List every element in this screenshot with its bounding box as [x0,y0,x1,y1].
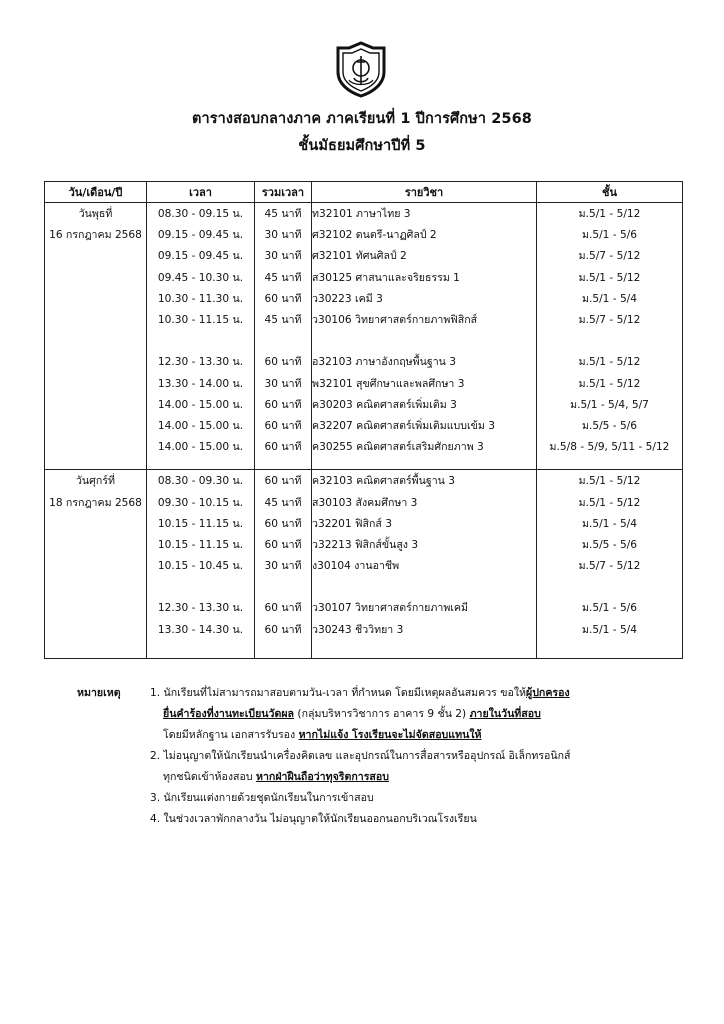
exam-subject: ท32101 ภาษาไทย 3 [312,203,537,225]
exam-grade: ม.5/1 - 5/12 [537,351,683,372]
exam-grade: ม.5/5 - 5/6 [537,534,683,555]
table-row [45,309,683,330]
note-emphasis: หากไม่แจ้ง โรงเรียนจะไม่จัดสอบแทนให้ [298,729,482,741]
exam-grade: ม.5/1 - 5/4 [537,619,683,640]
exam-time: 09.15 - 09.45 น. [147,224,255,245]
exam-duration: 60 นาที [255,513,312,534]
exam-time: 08.30 - 09.30 น. [147,470,255,492]
exam-day: วันพุธที่ [45,203,147,225]
table-row [45,224,683,245]
exam-time: 12.30 - 13.30 น. [147,351,255,372]
exam-subject: พ32101 สุขศึกษาและพลศึกษา 3 [312,373,537,394]
table-row [45,203,683,225]
exam-grade: ม.5/5 - 5/6 [537,415,683,436]
exam-time: 14.00 - 15.00 น. [147,436,255,457]
note-emphasis: หากฝ่าฝืนถือว่าทุจริตการสอบ [255,771,389,783]
group-end-spacer [45,640,683,659]
exam-grade: ม.5/1 - 5/4 [537,513,683,534]
table-row [45,351,683,372]
table-row [45,436,683,457]
group-end-spacer [45,457,683,470]
exam-grade: ม.5/1 - 5/12 [537,267,683,288]
note-4: 4. ในช่วงเวลาพักกลางวัน ไม่อนุญาตให้นักเรียนออกนอกบริเวณโรงเรียน [150,813,477,825]
table-row [45,534,683,555]
table-row [45,513,683,534]
exam-duration: 60 นาที [255,351,312,372]
exam-time: 14.00 - 15.00 น. [147,415,255,436]
exam-subject: ว32213 ฟิสิกส์ขั้นสูง 3 [312,534,537,555]
exam-grade: ม.5/1 - 5/6 [537,597,683,618]
page-title: ตารางสอบกลางภาค ภาคเรียนที่ 1 ปีการศึกษา 2568 [192,111,532,127]
exam-subject: ว30243 ชีววิทยา 3 [312,619,537,640]
exam-time: 10.30 - 11.15 น. [147,309,255,330]
exam-duration: 60 นาที [255,470,312,492]
table-row [45,288,683,309]
exam-grade: ม.5/7 - 5/12 [537,555,683,576]
exam-day: วันศุกร์ที่ [45,470,147,492]
exam-subject: ว30106 วิทยาศาสตร์กายภาพฟิสิกส์ [312,309,537,330]
exam-grade: ม.5/7 - 5/12 [537,309,683,330]
table-row [45,555,683,576]
exam-subject: ศ32102 ดนตรี-นาฏศิลป์ 2 [312,224,537,245]
exam-time: 13.30 - 14.00 น. [147,373,255,394]
exam-date: 16 กรกฎาคม 2568 [45,224,147,245]
exam-subject: ส30103 สังคมศึกษา 3 [312,491,537,512]
exam-time: 14.00 - 15.00 น. [147,394,255,415]
page-subtitle: ชั้นมัธยมศึกษาปีที่ 5 [298,138,426,154]
exam-duration: 60 นาที [255,534,312,555]
note-text: (กลุ่มบริหารวิชาการ อาคาร 9 ชั้น 2) [294,708,470,720]
note-2-line-1: 2. ไม่อนุญาตให้นักเรียนนำเครื่องคิดเลข และอุปกรณ์ในการสื่อสารหรืออุปกรณ์ อิเล็กทรอนิกส์ [150,750,571,762]
exam-duration: 45 นาที [255,203,312,225]
table-row [45,394,683,415]
table-row [45,491,683,512]
note-emphasis: ภายในวันที่สอบ [469,708,541,720]
exam-grade: ม.5/1 - 5/6 [537,224,683,245]
exam-duration: 30 นาที [255,245,312,266]
exam-time: 10.15 - 10.45 น. [147,555,255,576]
exam-grade: ม.5/1 - 5/12 [537,203,683,225]
exam-time: 13.30 - 14.30 น. [147,619,255,640]
exam-subject: ส30125 ศาสนาและจริยธรรม 1 [312,267,537,288]
table-header-row [45,182,683,203]
exam-subject: ศ32101 ทัศนศิลป์ 2 [312,245,537,266]
note-1-line-3 [163,726,482,743]
column-header-time: เวลา [147,182,255,203]
table-row [45,373,683,394]
exam-duration: 30 นาที [255,224,312,245]
exam-time: 09.45 - 10.30 น. [147,267,255,288]
exam-duration: 60 นาที [255,619,312,640]
note-text: 1. นักเรียนที่ไม่สามารถมาสอบตามวัน-เวลา ที่กำหนด โดยมีเหตุผลอันสมควร ขอให้ [150,687,526,699]
school-seal-emblem [332,40,390,98]
exam-subject: ง30104 งานอาชีพ [312,555,537,576]
column-header-date: วัน/เดือน/ปี [45,182,147,203]
exam-grade: ม.5/1 - 5/4 [537,288,683,309]
exam-time: 08.30 - 09.15 น. [147,203,255,225]
note-2-line-2 [163,768,389,785]
exam-schedule-table [44,181,683,659]
exam-subject: ค32207 คณิตศาสตร์เพิ่มเติมแบบเข้ม 3 [312,415,537,436]
column-header-grade: ชั้น [537,182,683,203]
exam-duration: 60 นาที [255,597,312,618]
column-header-subject: รายวิชา [312,182,537,203]
exam-grade: ม.5/7 - 5/12 [537,245,683,266]
note-emphasis: ยื่นคำร้องที่งานทะเบียนวัดผล [163,708,295,720]
exam-subject: ว30107 วิทยาศาสตร์กายภาพเคมี [312,597,537,618]
exam-time: 12.30 - 13.30 น. [147,597,255,618]
exam-duration: 45 นาที [255,267,312,288]
notes-heading: หมายเหตุ [77,687,121,699]
exam-grade: ม.5/1 - 5/12 [537,470,683,492]
note-3: 3. นักเรียนแต่งกายด้วยชุดนักเรียนในการเข้าสอบ [150,792,374,804]
exam-grade: ม.5/8 - 5/9, 5/11 - 5/12 [537,436,683,457]
exam-duration: 45 นาที [255,309,312,330]
exam-grade: ม.5/1 - 5/12 [537,491,683,512]
note-1-line-1 [150,684,570,701]
exam-date: 18 กรกฎาคม 2568 [45,491,147,512]
exam-time: 10.30 - 11.30 น. [147,288,255,309]
note-text: ทุกชนิดเข้าห้องสอบ [163,771,256,783]
exam-subject: ค32103 คณิตศาสตร์พื้นฐาน 3 [312,470,537,492]
note-emphasis: ผู้ปกครอง [526,687,570,699]
exam-time: 10.15 - 11.15 น. [147,534,255,555]
exam-duration: 30 นาที [255,555,312,576]
note-1-line-2 [163,705,541,722]
exam-duration: 45 นาที [255,491,312,512]
exam-subject: ค30255 คณิตศาสตร์เสริมศักยภาพ 3 [312,436,537,457]
lunch-break-gap [45,576,683,597]
table-row [45,619,683,640]
note-text: โดยมีหลักฐาน เอกสารรับรอง [163,729,299,741]
exam-duration: 60 นาที [255,415,312,436]
table-row [45,470,683,492]
exam-time: 09.15 - 09.45 น. [147,245,255,266]
exam-subject: ค30203 คณิตศาสตร์เพิ่มเติม 3 [312,394,537,415]
exam-duration: 60 นาที [255,394,312,415]
table-row [45,245,683,266]
column-header-duration: รวมเวลา [255,182,312,203]
exam-subject: อ32103 ภาษาอังกฤษพื้นฐาน 3 [312,351,537,372]
exam-duration: 30 นาที [255,373,312,394]
exam-subject: ว32201 ฟิสิกส์ 3 [312,513,537,534]
exam-time: 10.15 - 11.15 น. [147,513,255,534]
table-row [45,267,683,288]
table-row [45,415,683,436]
exam-grade: ม.5/1 - 5/4, 5/7 [537,394,683,415]
table-row [45,597,683,618]
exam-subject: ว30223 เคมี 3 [312,288,537,309]
exam-duration: 60 นาที [255,436,312,457]
lunch-break-gap [45,330,683,351]
exam-duration: 60 นาที [255,288,312,309]
exam-grade: ม.5/1 - 5/12 [537,373,683,394]
exam-time: 09.30 - 10.15 น. [147,491,255,512]
